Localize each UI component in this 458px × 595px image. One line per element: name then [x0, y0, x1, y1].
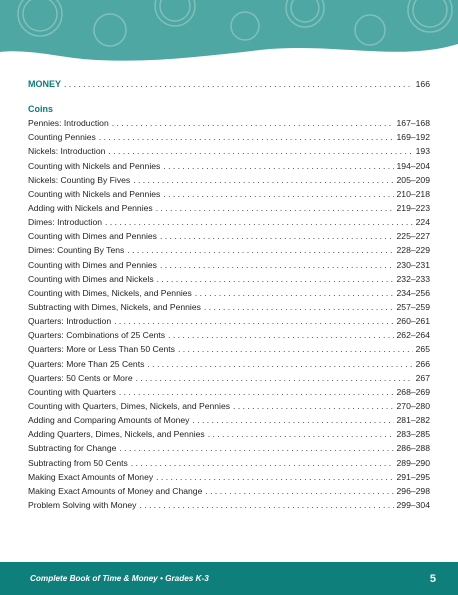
leader-dots	[178, 342, 413, 356]
toc-entry	[28, 456, 430, 470]
toc-entry-pages: 232–233	[396, 273, 430, 284]
toc-entry-pages: 296–298	[396, 485, 430, 496]
leader-dots	[157, 272, 394, 286]
toc-entry-pages: 224	[415, 217, 430, 228]
toc-entry	[28, 215, 430, 229]
leader-dots	[105, 215, 413, 229]
toc-entry	[28, 173, 430, 187]
toc-entry-label: Making Exact Amounts of Money	[28, 471, 154, 482]
toc-entry-pages: 299–304	[396, 499, 430, 510]
leader-dots	[133, 173, 393, 187]
toc-entry-label: Subtracting from 50 Cents	[28, 457, 128, 468]
toc-entry	[28, 427, 430, 441]
toc-entry-pages: 205–209	[396, 174, 430, 185]
toc-entry	[28, 342, 430, 356]
toc-entry-pages: 225–227	[396, 231, 430, 242]
toc-entry-label: Quarters: Combinations of 25 Cents	[28, 330, 166, 341]
toc-entry-pages: 257–259	[396, 301, 430, 312]
leader-dots	[147, 357, 412, 371]
toc-entry	[28, 385, 430, 399]
toc-entry-list	[28, 116, 430, 512]
toc-entry-pages: 267	[415, 372, 430, 383]
leader-dots	[64, 77, 413, 91]
toc-entry	[28, 314, 430, 328]
toc-main-entry-label: MONEY	[28, 79, 62, 89]
leader-dots	[163, 159, 393, 173]
toc-entry-pages: 193	[415, 146, 430, 157]
toc-entry-label: Counting with Dimes, Nickels, and Pennies	[28, 287, 192, 298]
leader-dots	[205, 484, 393, 498]
toc-entry-label: Counting with Nickels and Pennies	[28, 160, 161, 171]
section-heading: Coins	[28, 104, 54, 115]
toc-entry-label: Subtracting for Change	[28, 443, 117, 454]
toc-entry-label: Counting with Dimes and Pennies	[28, 231, 157, 242]
book-title: Complete Book of Time & Money • Grades K-3	[30, 574, 209, 583]
toc-entry-pages: 210–218	[396, 188, 430, 199]
toc-entry-label: Counting with Quarters, Dimes, Nickels, and Pennies	[28, 400, 231, 411]
toc-entry	[28, 201, 430, 215]
toc-entry	[28, 258, 430, 272]
toc-entry-pages: 286–288	[396, 443, 430, 454]
toc-entry-label: Counting with Quarters	[28, 386, 116, 397]
top-banner	[0, 0, 458, 72]
leader-dots	[208, 427, 394, 441]
leader-dots	[163, 187, 393, 201]
footer-bar	[0, 562, 458, 595]
toc-entry	[28, 498, 430, 512]
toc-entry-pages: 262–264	[396, 330, 430, 341]
toc-entry	[28, 243, 430, 257]
toc-main-entry	[28, 77, 430, 91]
toc-entry	[28, 399, 430, 413]
leader-dots	[131, 456, 394, 470]
toc-entry-label: Counting with Dimes and Nickels	[28, 273, 154, 284]
toc-entry	[28, 484, 430, 498]
page-number: 5	[429, 572, 436, 585]
toc-entry	[28, 470, 430, 484]
leader-dots	[156, 470, 393, 484]
toc-entry-label: Counting with Nickels and Pennies	[28, 188, 161, 199]
toc-entry-pages: 260–261	[396, 316, 430, 327]
toc-entry-pages: 234–256	[396, 287, 430, 298]
leader-dots	[99, 130, 394, 144]
toc-entry-pages: 167–168	[396, 118, 430, 129]
toc-entry-label: Dimes: Counting By Tens	[28, 245, 125, 256]
leader-dots	[139, 498, 393, 512]
toc-entry-label: Adding with Nickels and Pennies	[28, 202, 153, 213]
toc-entry	[28, 413, 430, 427]
leader-dots	[233, 399, 393, 413]
toc-main-entry-pages: 166	[415, 79, 430, 89]
table-of-contents	[28, 77, 430, 512]
leader-dots	[136, 371, 413, 385]
toc-entry-label: Dimes: Introduction	[28, 217, 103, 228]
toc-entry-label: Quarters: Introduction	[28, 316, 112, 327]
leader-dots	[127, 243, 393, 257]
toc-entry	[28, 144, 430, 158]
toc-entry-label: Pennies: Introduction	[28, 118, 109, 129]
toc-entry	[28, 187, 430, 201]
toc-entry-pages: 194–204	[396, 160, 430, 171]
coin-pattern-banner	[0, 0, 458, 72]
toc-entry-label: Nickels: Counting By Fives	[28, 174, 131, 185]
toc-entry	[28, 371, 430, 385]
toc-entry-pages: 291–295	[396, 471, 430, 482]
toc-entry	[28, 300, 430, 314]
toc-entry-label: Counting with Dimes and Pennies	[28, 259, 157, 270]
toc-entry-label: Adding and Comparing Amounts of Money	[28, 415, 190, 426]
toc-entry	[28, 441, 430, 455]
toc-entry	[28, 159, 430, 173]
leader-dots	[156, 201, 394, 215]
leader-dots	[168, 328, 393, 342]
leader-dots	[119, 385, 394, 399]
leader-dots	[160, 229, 394, 243]
leader-dots	[108, 144, 412, 158]
toc-entry-pages: 281–282	[396, 415, 430, 426]
toc-entry-label: Quarters: More or Less Than 50 Cents	[28, 344, 175, 355]
toc-entry-label: Counting Pennies	[28, 132, 96, 143]
toc-entry-pages: 265	[415, 344, 430, 355]
toc-entry-pages: 228–229	[396, 245, 430, 256]
toc-entry-label: Making Exact Amounts of Money and Change	[28, 485, 203, 496]
toc-entry-pages: 270–280	[396, 400, 430, 411]
toc-entry	[28, 286, 430, 300]
toc-entry-pages: 266	[415, 358, 430, 369]
toc-entry	[28, 357, 430, 371]
toc-entry-pages: 219–223	[396, 202, 430, 213]
leader-dots	[112, 116, 394, 130]
toc-entry-pages: 289–290	[396, 457, 430, 468]
toc-entry-pages: 283–285	[396, 429, 430, 440]
toc-entry	[28, 229, 430, 243]
toc-entry-pages: 230–231	[396, 259, 430, 270]
toc-entry-label: Quarters: More Than 25 Cents	[28, 358, 145, 369]
leader-dots	[195, 286, 394, 300]
leader-dots	[160, 258, 394, 272]
toc-entry-pages: 169–192	[396, 132, 430, 143]
toc-entry-label: Quarters: 50 Cents or More	[28, 372, 133, 383]
toc-entry-label: Subtracting with Dimes, Nickels, and Pennies	[28, 301, 201, 312]
toc-entry-label: Nickels: Introduction	[28, 146, 106, 157]
leader-dots	[119, 441, 393, 455]
toc-entry-label: Problem Solving with Money	[28, 499, 137, 510]
toc-entry-label: Adding Quarters, Dimes, Nickels, and Pennies	[28, 429, 205, 440]
leader-dots	[114, 314, 393, 328]
banner-wave	[0, 0, 458, 61]
toc-entry-pages: 268–269	[396, 386, 430, 397]
toc-entry	[28, 130, 430, 144]
toc-entry	[28, 116, 430, 130]
leader-dots	[204, 300, 394, 314]
toc-entry	[28, 272, 430, 286]
leader-dots	[192, 413, 393, 427]
toc-entry	[28, 328, 430, 342]
